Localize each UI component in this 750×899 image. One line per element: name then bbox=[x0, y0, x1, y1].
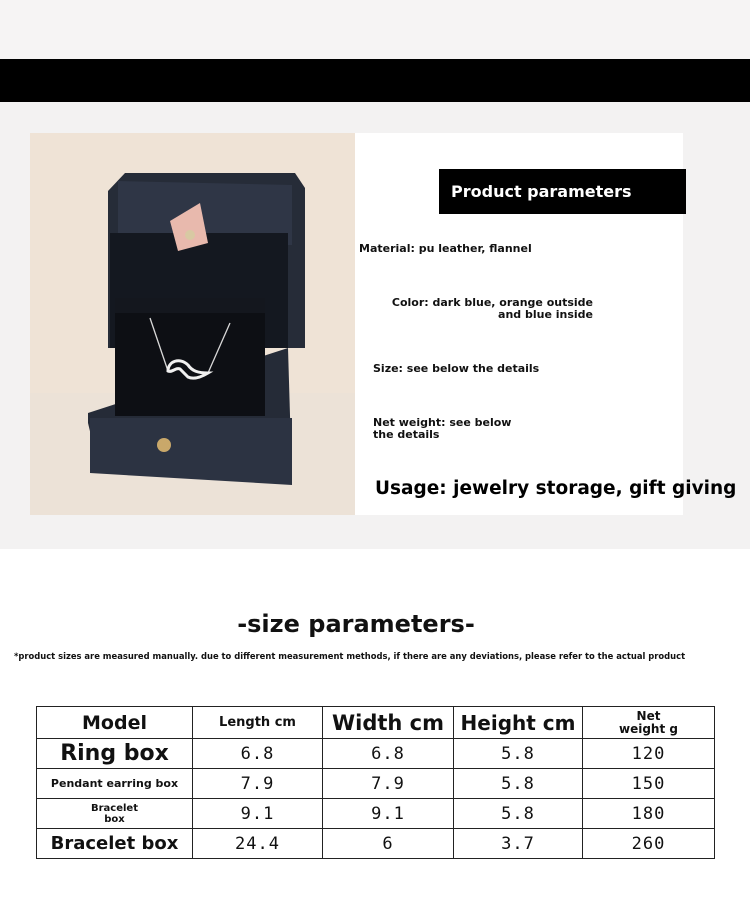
weight-cell: 180 bbox=[583, 799, 715, 829]
table-row bbox=[37, 739, 715, 769]
length-cell: 6.8 bbox=[193, 739, 323, 769]
header-height: Height cm bbox=[454, 707, 583, 739]
table-header-row bbox=[37, 707, 715, 739]
jewelry-box-image bbox=[30, 133, 355, 515]
length-cell: 9.1 bbox=[193, 799, 323, 829]
size-note: *product sizes are measured manually. due to different measurement methods, if there are any deviations, please refer to the actual product bbox=[14, 651, 686, 661]
width-cell: 6 bbox=[323, 829, 454, 859]
header-model: Model bbox=[37, 707, 193, 739]
model-cell: Bracelet box bbox=[37, 829, 193, 859]
table-row bbox=[37, 769, 715, 799]
size-table bbox=[36, 706, 715, 859]
width-cell: 9.1 bbox=[323, 799, 454, 829]
header-length: Length cm bbox=[193, 707, 323, 739]
weight-cell: 120 bbox=[583, 739, 715, 769]
product-photo bbox=[30, 133, 355, 515]
height-cell: 5.8 bbox=[454, 769, 583, 799]
table-row bbox=[37, 829, 715, 859]
width-cell: 6.8 bbox=[323, 739, 454, 769]
material-spec: Material: pu leather, flannel bbox=[359, 242, 532, 255]
size-spec: Size: see below the details bbox=[373, 362, 540, 375]
header-width: Width cm bbox=[323, 707, 454, 739]
top-band bbox=[0, 0, 750, 59]
weight-cell: 260 bbox=[583, 829, 715, 859]
length-cell: 7.9 bbox=[193, 769, 323, 799]
net-weight-spec: Net weight: see below the details bbox=[373, 416, 512, 441]
height-cell: 3.7 bbox=[454, 829, 583, 859]
model-cell: Bracelet box bbox=[37, 799, 193, 829]
model-cell: Pendant earring box bbox=[37, 769, 193, 799]
size-parameters-title: -size parameters- bbox=[237, 610, 475, 638]
color-spec: Color: dark blue, orange outside and blue inside bbox=[391, 296, 593, 321]
length-cell: 24.4 bbox=[193, 829, 323, 859]
width-cell: 7.9 bbox=[323, 769, 454, 799]
usage-text: Usage: jewelry storage, gift giving bbox=[375, 478, 737, 499]
height-cell: 5.8 bbox=[454, 799, 583, 829]
header-bar bbox=[0, 59, 750, 102]
table-row bbox=[37, 799, 715, 829]
header-net-weight: Net weight g bbox=[583, 707, 715, 739]
weight-cell: 150 bbox=[583, 769, 715, 799]
height-cell: 5.8 bbox=[454, 739, 583, 769]
model-cell: Ring box bbox=[37, 739, 193, 769]
product-parameters-heading: Product parameters bbox=[439, 169, 686, 214]
